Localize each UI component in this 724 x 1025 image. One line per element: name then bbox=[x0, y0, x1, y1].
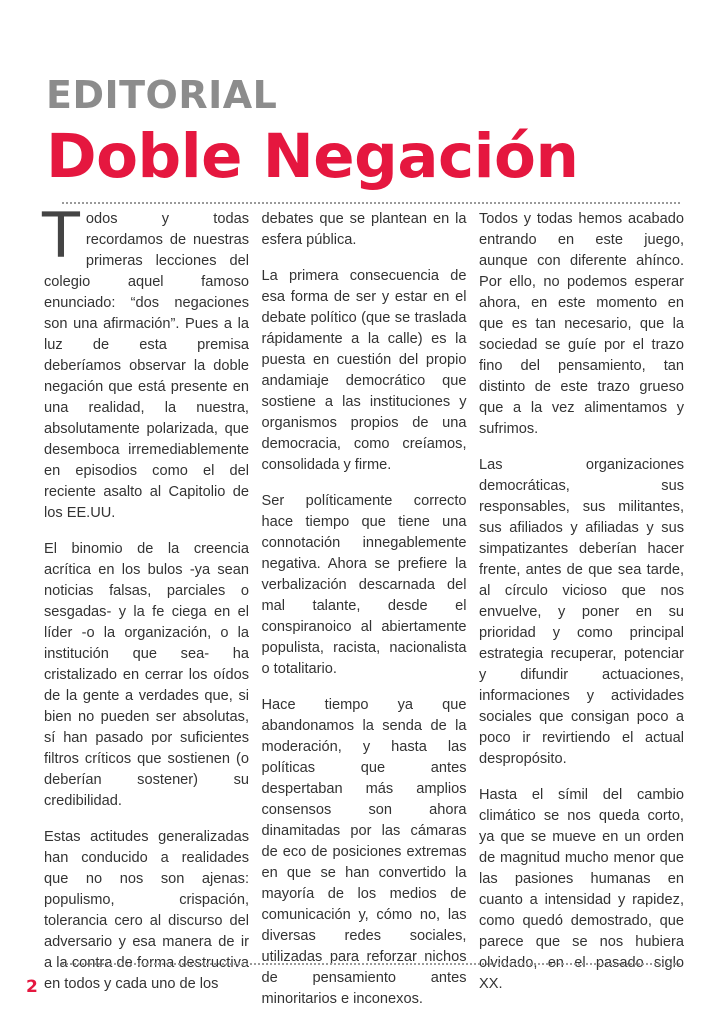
paragraph: debates que se plantean en la esfera pública. bbox=[261, 211, 467, 248]
paragraph: Todos y todas hemos acabado entrando en este juego, aunque con diferente ahínco. Por ello, no podemos esperar ahora, en este momento en que es tan necesario, que la sociedad se guíe por el trazo fino del pensamiento, tan distinto de este trazo grueso que a la vez alimentamos y sufrimos. bbox=[479, 211, 684, 437]
paragraph: Las organizaciones democráticas, sus responsables, sus militantes, sus afiliados y afiliadas y sus simpatizantes deberían hacer frente, antes de que sea tarde, al círculo vicioso que nos envuelve, y poner en su prioridad y como principal estrategia recuperar, potenciar y difundir actuaciones, informaciones y actividades sociales que consigan poco a poco ir revirtiendo el actual despropósito. bbox=[479, 457, 684, 767]
paragraph: El binomio de la creencia acrítica en los bulos -ya sean noticias falsas, parciales o sesgadas- y la fe ciega en el líder -o la organización, o la institución que sea- ha cristalizado en cerrar los oídos de la gente a verdades que, si bien no pueden ser absolutas, sí han pasado por suficientes filtros críticos que sostienen (o deberían sostener) su credibilidad. bbox=[44, 541, 249, 809]
bottom-divider bbox=[62, 963, 680, 965]
paragraph: Estas actitudes generalizadas han conducido a realidades que no nos son ajenas: populismo, crispación, tolerancia cero al discurso del adversario y esa manera de ir a la contra de forma destructiva en todos y cada uno de los bbox=[44, 829, 249, 992]
page-number: 2 bbox=[26, 977, 38, 997]
top-divider bbox=[62, 202, 680, 204]
drop-cap: T bbox=[42, 199, 80, 272]
column-1 bbox=[42, 199, 249, 1025]
paragraph: Ser políticamente correcto hace tiempo que tiene una connotación innegablemente negativa. Ahora se prefiere la verbalización descarnada del mal talante, desde el conspiranoico al abiertamente populista, racista, nacionalista o totalitario. bbox=[261, 493, 467, 677]
paragraph-text: odos y todas recordamos de nuestras primeras lecciones del colegio aquel famoso enunciado: “dos negaciones son una afirmación”. Pues a la luz de esta premisa deberíamos observar la doble negación que está presente en una realidad, la nuestra, absolutamente polarizada, que desemboca irremediablemente en episodios como el del reciente asalto al Capitolio de los EE.UU. bbox=[44, 211, 249, 521]
paragraph: Hace tiempo ya que abandonamos la senda de la moderación, y hasta las políticas que antes despertaban más amplios consensos son ahora dinamitadas por las cámaras de eco de posiciones extremas en que se han convertido la mayoría de los medios de comunicación y, cómo no, las diversas redes sociales, utilizadas para reforzar nichos de pensamiento antes minoritarios e inconexos. bbox=[261, 697, 467, 1007]
article-body bbox=[42, 199, 684, 1025]
paragraph bbox=[42, 199, 249, 524]
article-title: Doble Negación bbox=[46, 121, 579, 192]
paragraph: Hasta el símil del cambio climático se nos queda corto, ya que se mueve en un orden de magnitud mucho menor que las pasiones humanas en cuanto a intensidad y rapidez, como quedó demostrado, que parece que se nos hubiera olvidado, en el pasado siglo XX. bbox=[479, 787, 684, 992]
column-3 bbox=[479, 209, 684, 1025]
section-label: EDITORIAL bbox=[46, 73, 278, 117]
paragraph: La primera consecuencia de esa forma de ser y estar en el debate político (que se traslada rápidamente a la calle) es la puesta en cuestión del propio andamiaje democrático que sostiene a las instituciones y organismos propios de una democracia, como creíamos, consolidada y firme. bbox=[261, 268, 467, 473]
column-2 bbox=[262, 209, 467, 1025]
